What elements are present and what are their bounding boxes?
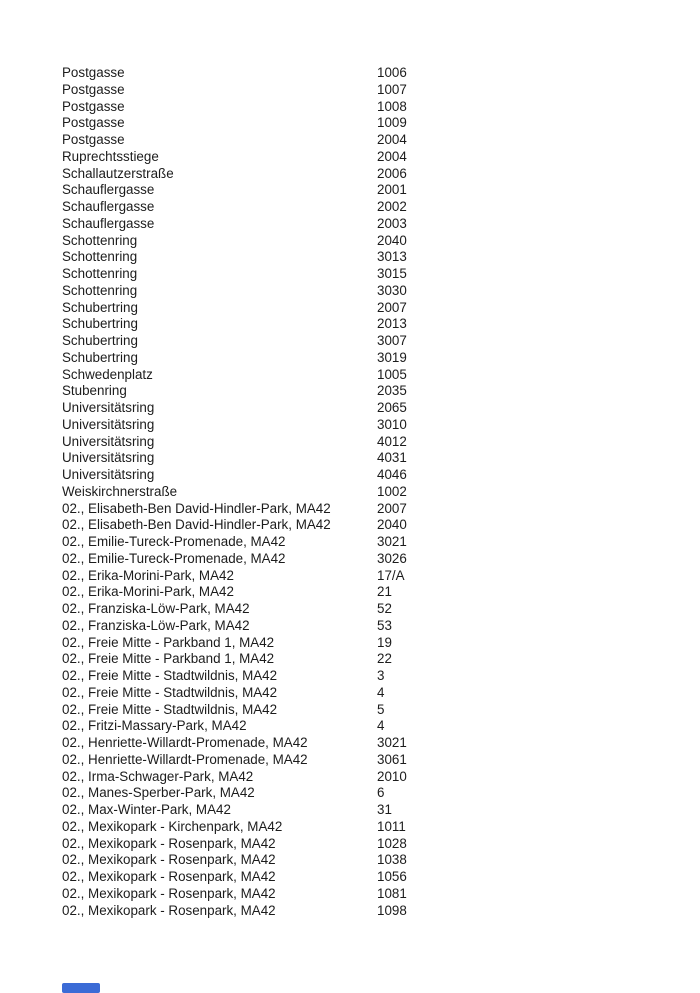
list-row xyxy=(62,350,642,367)
list-row xyxy=(62,651,642,668)
list-row xyxy=(62,534,642,551)
row-street: Weiskirchnerstraße xyxy=(62,483,178,499)
list-row xyxy=(62,82,642,99)
row-number: 4031 xyxy=(377,450,407,466)
list-row xyxy=(62,551,642,568)
row-street: Ruprechtsstiege xyxy=(62,148,159,164)
list-row xyxy=(62,149,642,166)
list-row xyxy=(62,685,642,702)
row-number: 3010 xyxy=(377,416,407,432)
row-number: 1007 xyxy=(377,81,407,97)
row-number: 1098 xyxy=(377,902,407,918)
row-street: 02., Mexikopark - Rosenpark, MA42 xyxy=(62,835,276,851)
row-street: 02., Erika-Morini-Park, MA42 xyxy=(62,567,234,583)
list-row xyxy=(62,450,642,467)
row-number: 2010 xyxy=(377,768,407,784)
row-street: 02., Franziska-Löw-Park, MA42 xyxy=(62,601,250,616)
list-row xyxy=(62,718,642,735)
partial-footer-element[interactable] xyxy=(62,983,100,993)
row-street: 02., Irma-Schwager-Park, MA42 xyxy=(62,768,254,784)
row-number: 2035 xyxy=(377,383,407,399)
list-row xyxy=(62,702,642,719)
list-row xyxy=(62,132,642,149)
row-number: 3030 xyxy=(377,282,407,298)
row-number: 2002 xyxy=(377,199,407,214)
list-row xyxy=(62,99,642,116)
row-number: 17/A xyxy=(377,567,405,583)
list-row xyxy=(62,584,642,601)
row-street: Universitätsring xyxy=(62,400,155,415)
row-street: Postgasse xyxy=(62,132,125,147)
row-street: Schottenring xyxy=(62,232,138,248)
list-row xyxy=(62,467,642,484)
row-street: 02., Max-Winter-Park, MA42 xyxy=(62,802,231,817)
list-row xyxy=(62,501,642,518)
row-street: 02., Freie Mitte - Stadtwildnis, MA42 xyxy=(62,701,278,717)
row-street: Schubertring xyxy=(62,333,138,348)
row-number: 2007 xyxy=(377,299,407,315)
row-street: 02., Henriette-Willardt-Promenade, MA42 xyxy=(62,735,308,750)
list-row xyxy=(62,166,642,183)
row-street: Universitätsring xyxy=(62,416,155,432)
row-number: 1005 xyxy=(377,366,407,382)
list-row xyxy=(62,886,642,903)
row-number: 3021 xyxy=(377,735,407,750)
row-number: 4 xyxy=(377,718,385,734)
row-street: 02., Mexikopark - Rosenpark, MA42 xyxy=(62,885,276,901)
list-row xyxy=(62,769,642,786)
list-row xyxy=(62,601,642,618)
list-row xyxy=(62,903,642,920)
row-number: 2003 xyxy=(377,215,407,231)
row-street: Schallautzerstraße xyxy=(62,165,174,181)
row-street: 02., Freie Mitte - Stadtwildnis, MA42 xyxy=(62,668,278,683)
row-street: 02., Erika-Morini-Park, MA42 xyxy=(62,584,234,600)
row-number: 1081 xyxy=(377,885,407,901)
row-number: 4 xyxy=(377,684,385,700)
list-row xyxy=(62,199,642,216)
row-street: Schauflergasse xyxy=(62,199,155,214)
list-row xyxy=(62,65,642,82)
list-row xyxy=(62,836,642,853)
row-street: Schubertring xyxy=(62,349,138,365)
list-row xyxy=(62,367,642,384)
row-number: 2065 xyxy=(377,400,407,415)
row-street: Schottenring xyxy=(62,266,138,281)
list-row xyxy=(62,434,642,451)
list-row xyxy=(62,635,642,652)
list-row xyxy=(62,852,642,869)
row-street: 02., Henriette-Willardt-Promenade, MA42 xyxy=(62,751,308,767)
row-number: 1002 xyxy=(377,483,407,499)
row-street: 02., Freie Mitte - Parkband 1, MA42 xyxy=(62,651,275,667)
row-street: Stubenring xyxy=(62,383,127,399)
row-number: 22 xyxy=(377,651,392,667)
list-row xyxy=(62,752,642,769)
row-number: 3021 xyxy=(377,534,407,549)
row-street: 02., Elisabeth-Ben David-Hindler-Park, MA42 xyxy=(62,517,331,533)
row-street: Universitätsring xyxy=(62,450,155,466)
list-row xyxy=(62,802,642,819)
row-number: 3019 xyxy=(377,349,407,365)
row-street: 02., Mexikopark - Rosenpark, MA42 xyxy=(62,869,276,884)
row-number: 2013 xyxy=(377,316,407,332)
list-row xyxy=(62,300,642,317)
list-row xyxy=(62,400,642,417)
row-number: 19 xyxy=(377,634,392,650)
list-row xyxy=(62,266,642,283)
row-number: 2004 xyxy=(377,132,407,147)
row-street: 02., Freie Mitte - Parkband 1, MA42 xyxy=(62,634,275,650)
list-row xyxy=(62,233,642,250)
row-street: 02., Mexikopark - Kirchenpark, MA42 xyxy=(62,818,283,834)
row-number: 3007 xyxy=(377,333,407,348)
row-number: 3015 xyxy=(377,266,407,281)
row-number: 3061 xyxy=(377,751,407,767)
row-number: 6 xyxy=(377,785,385,801)
row-number: 3013 xyxy=(377,249,407,265)
row-street: 02., Freie Mitte - Stadtwildnis, MA42 xyxy=(62,684,278,700)
location-list xyxy=(62,65,642,919)
row-street: 02., Mexikopark - Rosenpark, MA42 xyxy=(62,902,276,918)
list-row xyxy=(62,316,642,333)
row-street: Postgasse xyxy=(62,115,125,131)
list-row xyxy=(62,283,642,300)
row-number: 2006 xyxy=(377,165,407,181)
list-row xyxy=(62,668,642,685)
row-street: Schubertring xyxy=(62,299,138,315)
row-number: 2007 xyxy=(377,500,407,516)
list-row xyxy=(62,785,642,802)
row-street: Schottenring xyxy=(62,282,138,298)
row-street: 02., Franziska-Löw-Park, MA42 xyxy=(62,617,250,633)
list-row xyxy=(62,869,642,886)
row-number: 1028 xyxy=(377,835,407,851)
row-street: 02., Emilie-Tureck-Promenade, MA42 xyxy=(62,534,286,549)
list-row xyxy=(62,182,642,199)
row-number: 5 xyxy=(377,701,385,717)
row-number: 3 xyxy=(377,668,385,683)
list-row xyxy=(62,568,642,585)
list-row xyxy=(62,249,642,266)
list-row xyxy=(62,383,642,400)
row-number: 4012 xyxy=(377,433,407,449)
row-number: 21 xyxy=(377,584,392,600)
row-street: 02., Mexikopark - Rosenpark, MA42 xyxy=(62,852,276,868)
row-street: Schwedenplatz xyxy=(62,366,153,382)
row-number: 53 xyxy=(377,617,392,633)
row-number: 1011 xyxy=(377,818,406,834)
list-row xyxy=(62,333,642,350)
row-street: Postgasse xyxy=(62,65,125,80)
row-street: Schauflergasse xyxy=(62,182,155,198)
list-row xyxy=(62,484,642,501)
row-number: 1006 xyxy=(377,65,407,80)
row-number: 2001 xyxy=(377,182,407,198)
row-street: Universitätsring xyxy=(62,467,155,482)
row-street: 02., Manes-Sperber-Park, MA42 xyxy=(62,785,255,801)
row-street: 02., Fritzi-Massary-Park, MA42 xyxy=(62,718,247,734)
row-number: 2040 xyxy=(377,517,407,533)
list-row xyxy=(62,115,642,132)
row-number: 1056 xyxy=(377,869,407,884)
row-number: 4046 xyxy=(377,467,407,482)
list-row xyxy=(62,216,642,233)
row-street: Universitätsring xyxy=(62,433,155,449)
list-row xyxy=(62,819,642,836)
row-number: 2040 xyxy=(377,232,407,248)
row-number: 1009 xyxy=(377,115,407,131)
list-row xyxy=(62,417,642,434)
list-row xyxy=(62,517,642,534)
row-number: 52 xyxy=(377,601,392,616)
row-street: Schauflergasse xyxy=(62,215,155,231)
row-street: Schubertring xyxy=(62,316,138,332)
row-street: Postgasse xyxy=(62,98,125,114)
row-street: 02., Emilie-Tureck-Promenade, MA42 xyxy=(62,550,286,566)
row-number: 1038 xyxy=(377,852,407,868)
row-number: 1008 xyxy=(377,98,407,114)
row-street: Postgasse xyxy=(62,81,125,97)
row-number: 3026 xyxy=(377,550,407,566)
row-street: 02., Elisabeth-Ben David-Hindler-Park, MA42 xyxy=(62,500,331,516)
row-number: 31 xyxy=(377,802,392,817)
row-number: 2004 xyxy=(377,148,407,164)
list-row xyxy=(62,735,642,752)
row-street: Schottenring xyxy=(62,249,138,265)
list-row xyxy=(62,618,642,635)
